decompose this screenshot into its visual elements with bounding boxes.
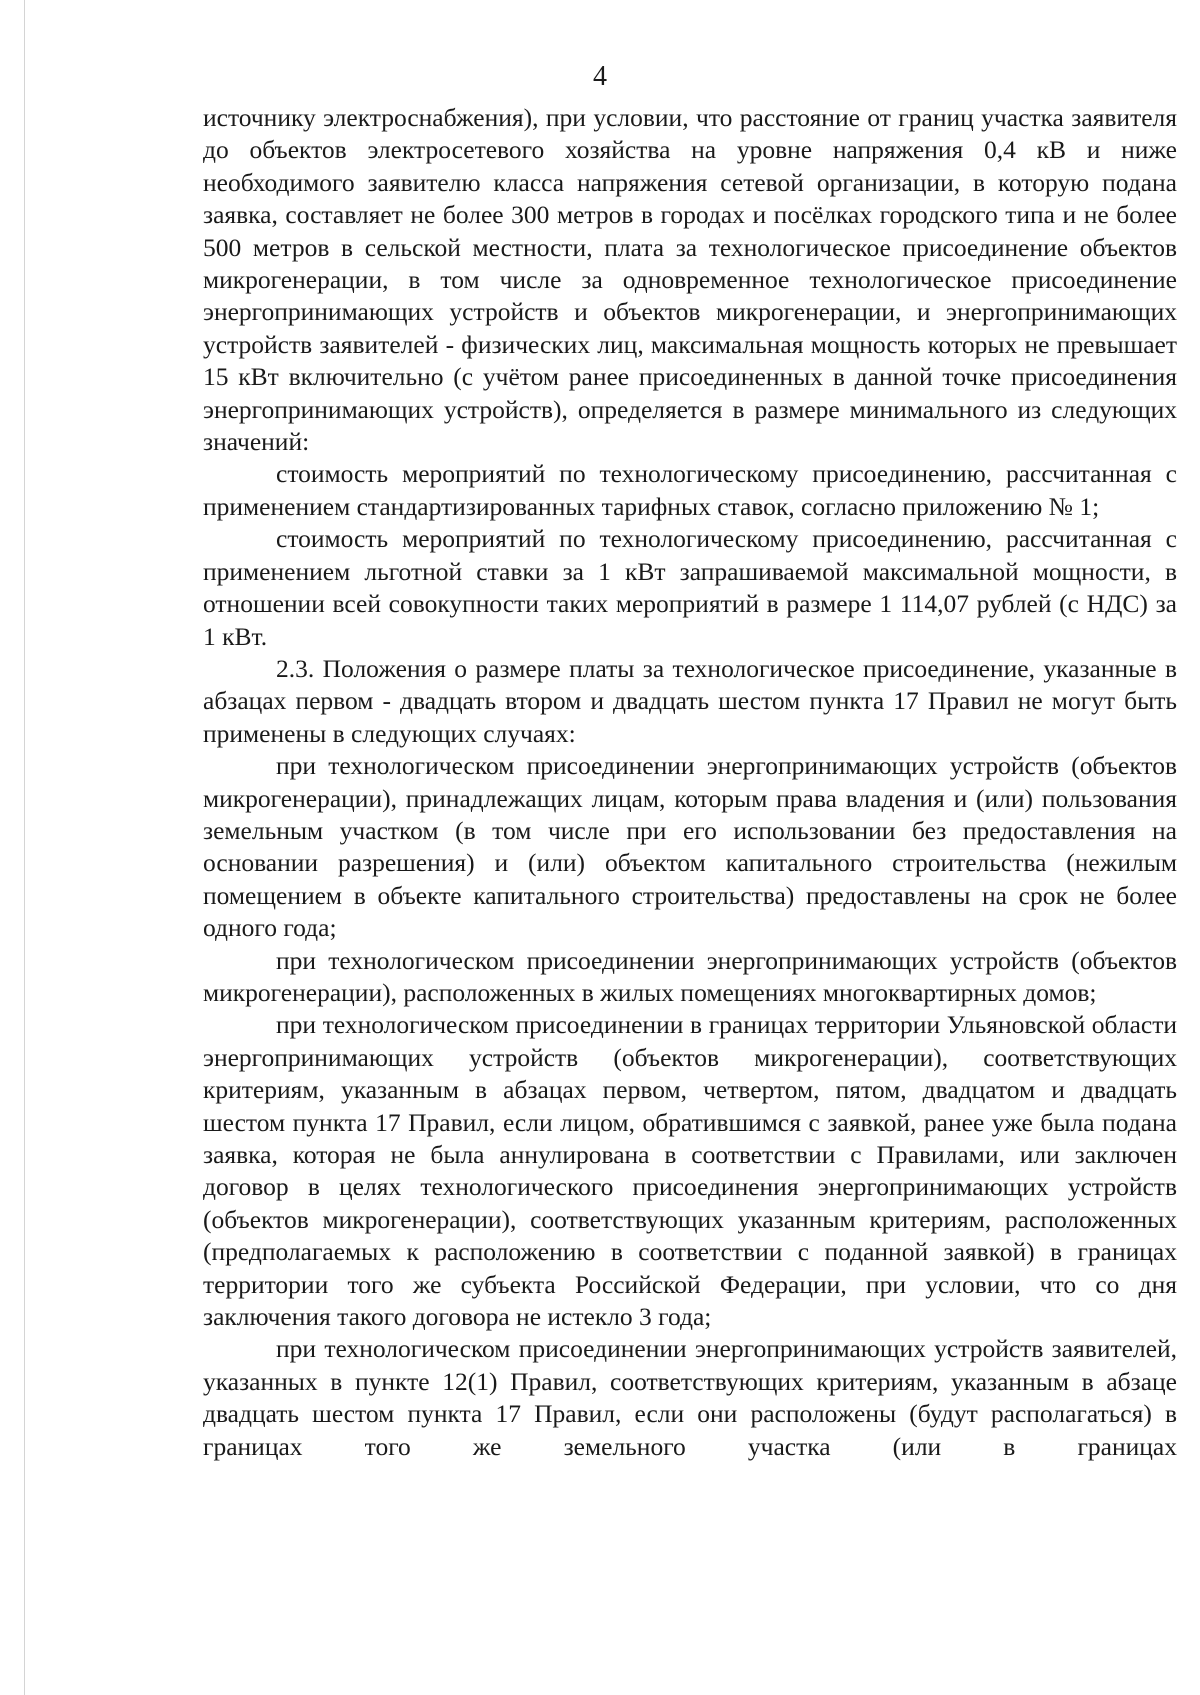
paragraph-section-2-3: 2.3. Положения о размере платы за технологическое присоединение, указанные в абзацах первом - двадцать втором и двадцать шестом пункта 17 Правил не могут быть применены в следующих случаях: xyxy=(203,653,1177,748)
paragraph-standard-tariff-option: стоимость мероприятий по технологическому присоединению, рассчитанная с применением стандартизированных тарифных ставок, согласно приложению № 1; xyxy=(203,459,1177,521)
paragraph-continuation: источнику электроснабжения), при условии, что расстояние от границ участка заявителя до объектов электросетевого хозяйства на уровне напряжения 0,4 кВ и ниже необходимого заявителю класса напряжения сетевой организации, в которую подана заявка, составляет не более 300 метров в городах и посёлках городского типа и не более 500 метров в сельской местности, плата за технологическое присоединение объектов микрогенерации, в том числе за одновременное технологическое присоединение энергопринимающих устройств и объектов микрогенерации, и энергопринимающих устройств заявителей - физических лиц, максимальная мощность которых не превышает 15 кВт включительно (с учётом ранее присоединенных в данной точке присоединения энергопринимающих устройств), определяется в размере минимального из следующих значений: xyxy=(203,103,1177,457)
paragraph-exception-short-term-rights: при технологическом присоединении энергопринимающих устройств (объектов микрогенерации), принадлежащих лицам, которым права владения и (или) пользования земельным участком (в том числе при его использовании без предоставления на основании разрешения) и (или) объектом капитального строительства (нежилым помещением в объекте капитального строительства) предоставлены на срок не более одного года; xyxy=(203,751,1177,943)
paragraph-exception-same-land-plot: при технологическом присоединении энергопринимающих устройств заявителей, указанных в пункте 12(1) Правил, соответствующих критериям, указанным в абзаце двадцать шестом пункта 17 Правил, если они расположены (будут располагаться) в границах того же земельного участка (или в границах xyxy=(203,1334,1177,1461)
paragraph-exception-repeat-application: при технологическом присоединении в границах территории Ульяновской области энергопринимающих устройств (объектов микрогенерации), соответствующих критериям, указанным в абзацах первом, четвертом, пятом, двадцатом и двадцать шестом пункта 17 Правил, если лицом, обратившимся с заявкой, ранее уже была подана заявка, которая не была аннулирована в соответствии с Правилами, или заключен договор в целях технологического присоединения энергопринимающих устройств (объектов микрогенерации), соответствующих указанным критериям, расположенных (предполагаемых к расположению в соответствии с поданной заявкой) в границах территории того же субъекта Российской Федерации, при условии, что со дня заключения такого договора не истекло 3 года; xyxy=(203,1010,1177,1332)
page-number: 4 xyxy=(593,61,607,92)
paragraph-preferential-rate-option: стоимость мероприятий по технологическому присоединению, рассчитанная с применением льготной ставки за 1 кВт запрашиваемой максимальной мощности, в отношении всей совокупности таких мероприятий в размере 1 114,07 рублей (с НДС) за 1 кВт. xyxy=(203,524,1177,651)
paragraph-exception-apartment-buildings: при технологическом присоединении энергопринимающих устройств (объектов микрогенерации), расположенных в жилых помещениях многоквартирных домов; xyxy=(203,945,1177,1007)
scan-edge-line xyxy=(24,0,25,1695)
document-body xyxy=(203,102,1177,1463)
